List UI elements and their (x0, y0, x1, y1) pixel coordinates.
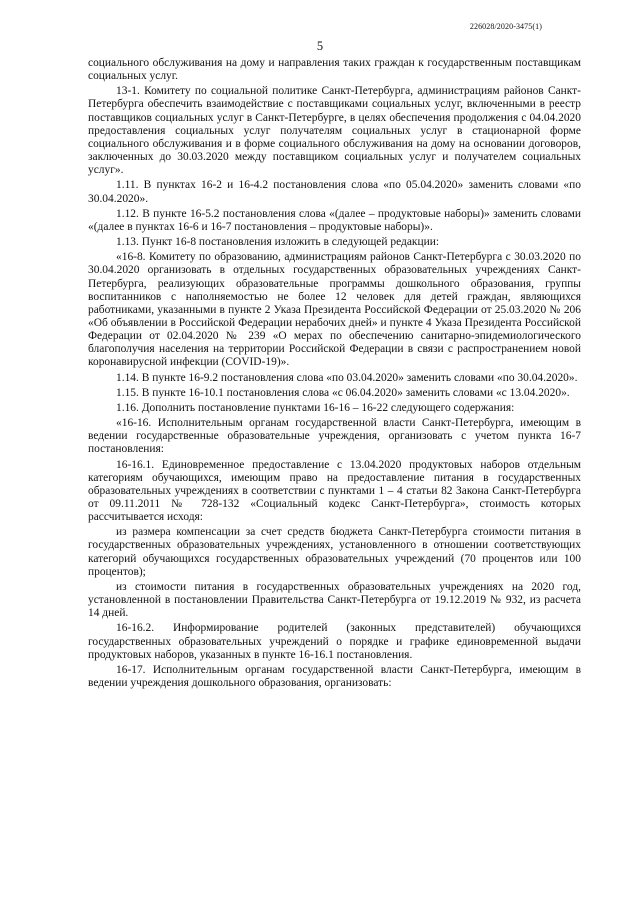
document-number: 226028/2020-3475(1) (469, 22, 542, 31)
paragraph-1-12: 1.12. В пункте 16-5.2 постановления слова «(далее – продуктовые наборы)» заменить словами «(далее в пунктах 16-6 и 16-7 постановления – продуктовые наборы)». (88, 207, 581, 233)
paragraph-16-8: «16-8. Комитету по образованию, администрациям районов Санкт-Петербурга с 30.03.2020 по 30.04.2020 организовать в отдельных государственных образовательных учреждениях Санкт-Петербурга, реализующих образовательные программы дошкольного образования, группы воспитанников с наполняемостью не более 12 человек для детей граждан, являющихся работниками, указанными в пункте 2 Указа Президента Российской Федерации от 25.03.2020 № 206 «Об объявлении в Российской Федерации нерабочих дней» и пункте 4 Указа Президента Российской Федерации от 02.04.2020 № 239 «О мерах по обеспечению санитарно-эпидемиологического благополучия населения на территории Российской Федерации в связи с распространением новой коронавирусной инфекции (COVID-19)». (88, 251, 581, 369)
paragraph-continuation: социального обслуживания на дому и направления таких граждан к государственным поставщикам социальных услуг. (88, 57, 581, 83)
paragraph-compensation: из размера компенсации за счет средств бюджета Санкт-Петербурга стоимости питания в государственных образовательных учреждениях, установленного в отношении соответствующих категорий обучающихся государственных образовательных учреждений (70 процентов или 100 процентов); (88, 526, 581, 578)
paragraph-1-16: 1.16. Дополнить постановление пунктами 16-16 – 16-22 следующего содержания: (116, 401, 515, 414)
paragraph-cost: из стоимости питания в государственных образовательных учреждениях на 2020 год, установленной в постановлении Правительства Санкт-Петербурга от 19.12.2019 № 932, из расчета 14 дней. (88, 580, 581, 620)
paragraph-1-13: 1.13. Пункт 16-8 постановления изложить в следующей редакции: (116, 236, 440, 249)
paragraph-16-17: 16-17. Исполнительным органам государственной власти Санкт-Петербурга, имеющим в ведении учреждения дошкольного образования, организовать: (88, 663, 581, 690)
paragraph-16-16: «16-16. Исполнительным органам государственной власти Санкт-Петербурга, имеющим в ведении государственные образовательные учреждения, организовать с учетом пункта 16-7 постановления: (88, 417, 581, 456)
page-number: 5 (316, 39, 324, 53)
paragraph-1-11: 1.11. В пунктах 16-2 и 16-4.2 постановления слова «по 05.04.2020» заменить словами «по 30.04.2020». (88, 179, 581, 205)
paragraph-16-16-2: 16-16.2. Информирование родителей (законных представителей) обучающихся государственных образовательных учреждений о порядке и графике единовременной выдачи продуктовых наборов, указанных в пункте 16-16.1 постановления. (88, 622, 581, 661)
paragraph-1-14: 1.14. В пункте 16-9.2 постановления слова «по 03.04.2020» заменить словами «по 30.04.2020». (116, 371, 578, 384)
document-body (88, 57, 581, 690)
paragraph-16-16-1: 16-16.1. Единовременное предоставление с 13.04.2020 продуктовых наборов отдельным категориям обучающихся, имеющим право на предоставление питания в государственных образовательных учреждениях в соответствии с пунктами 1 – 4 статьи 82 Закона Санкт-Петербурга от 09.11.2011 № 728-132 «Социальный кодекс Санкт-Петербурга», стоимость которых рассчитывается исходя: (88, 458, 581, 524)
paragraph-13-1: 13-1. Комитету по социальной политике Санкт-Петербурга, администрациям районов Санкт-Петербурга обеспечить взаимодействие с поставщиками социальных услуг, включенными в реестр поставщиков социальных услуг в Санкт-Петербурге, в целях обеспечения продолжения с 04.04.2020 предоставления социальных услуг получателям социальных услуг в стационарной форме социального обслуживания и в форме социального обслуживания на дому на основании договоров, заключенных до 30.03.2020 между поставщиком социальных услуг и получателем социальных услуг». (88, 85, 581, 177)
paragraph-1-15: 1.15. В пункте 16-10.1 постановления слова «с 06.04.2020» заменить словами «с 13.04.2020». (116, 386, 570, 399)
